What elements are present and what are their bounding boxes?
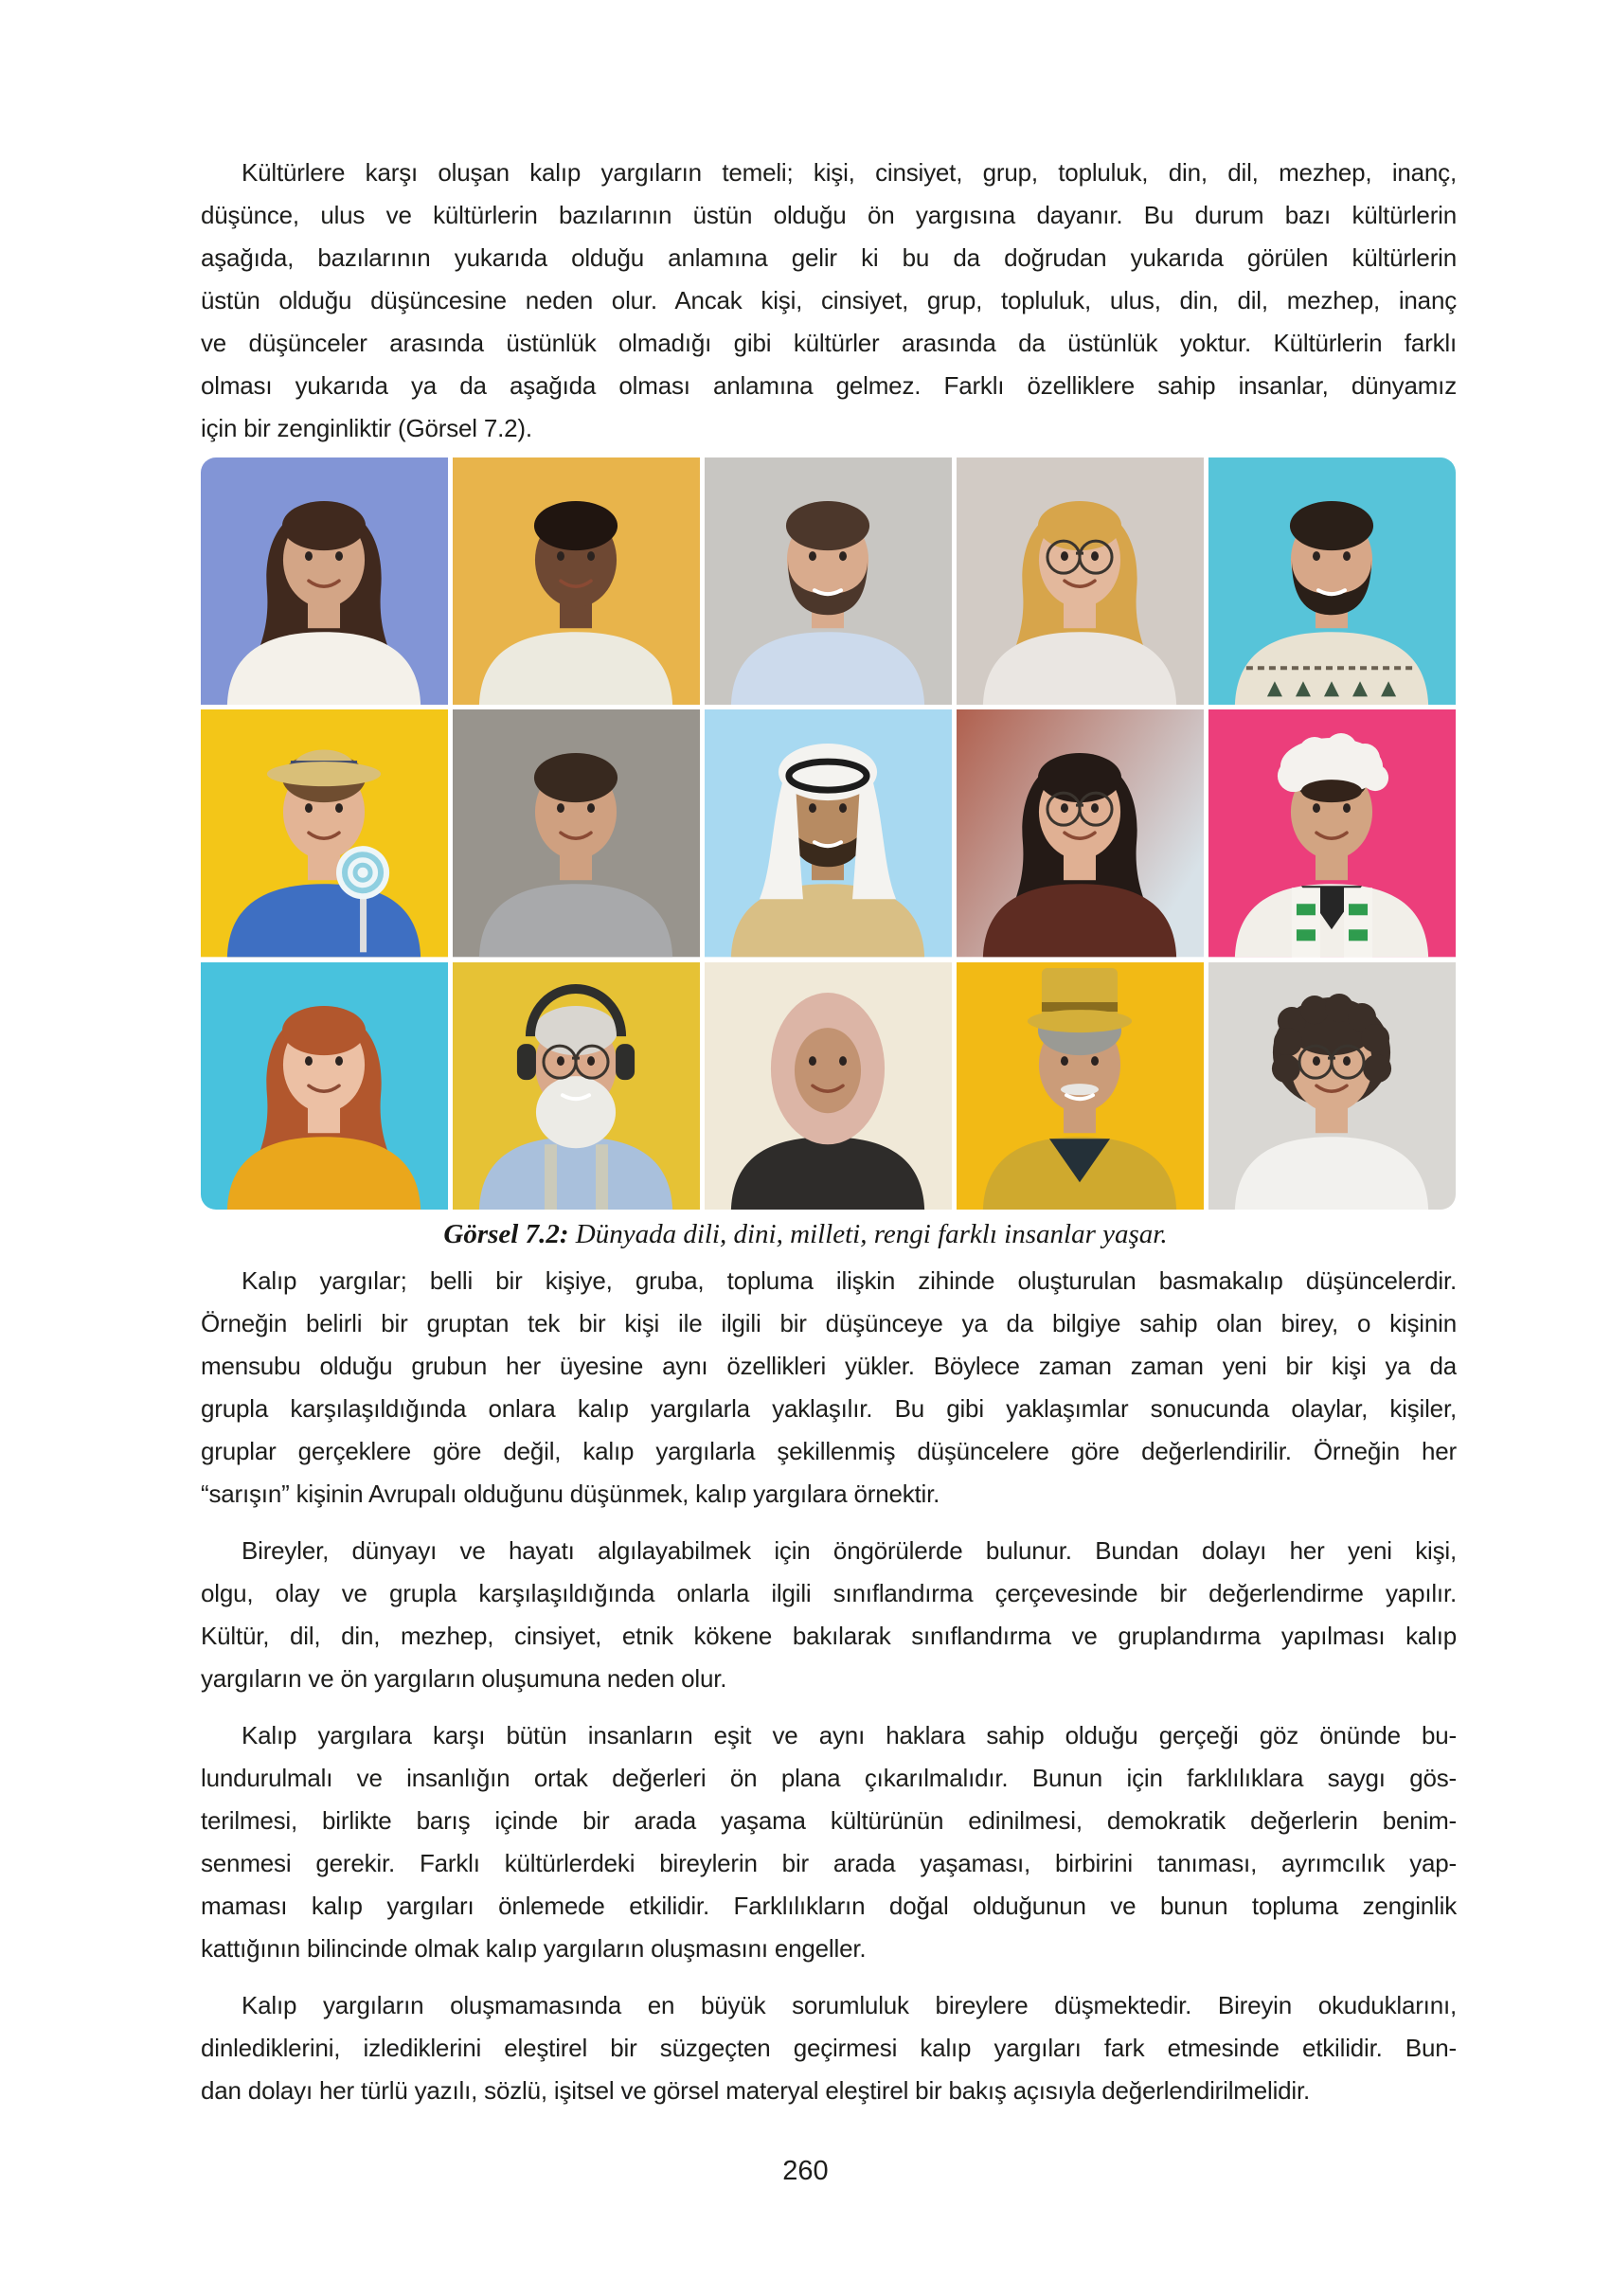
figure-caption-text: Dünyada dili, dini, milleti, rengi farklı insanlar yaşar. [568,1219,1168,1249]
portrait-illustration [453,962,700,1210]
text-line: için bir zenginliktir (Görsel 7.2). [201,414,532,442]
portrait-illustration [957,457,1204,705]
text-line: olması yukarıda ya da aşağıda olması anlamına gelmez. Farklı özelliklere sahip insanlar, dünyamız [201,371,1457,400]
photo-old-man-gold-top-hat [957,962,1204,1210]
figure-caption [0,1219,1611,1250]
portrait-illustration [1208,457,1456,705]
photo-bearded-man-blue-shirt [705,457,952,705]
text-line: aşağıda, bazılarının yukarıda olduğu anlamına gelir ki bu da doğrudan yukarıda görülen kültürlerin [201,243,1457,272]
photo-grid [201,457,1456,1210]
photo-asian-woman-glasses [957,709,1204,957]
text-line: grupla karşılaşıldığında onlara kalıp yargılarla yaklaşılır. Bu gibi yaklaşımlar sonucunda olaylar, kişiler, [201,1394,1457,1423]
photo-curly-hair-woman-glasses [1208,962,1456,1210]
text-line: “sarışın” kişinin Avrupalı olduğunu düşünmek, kalıp yargılara örnektir. [201,1480,940,1508]
portrait-illustration [201,962,448,1210]
text-line: üstün olduğu düşüncesine neden olur. Ancak kişi, cinsiyet, grup, topluluk, ulus, din, dil, mezhep, inanç [201,286,1457,314]
paragraph [201,1260,1457,1516]
text-line: Örneğin belirli bir gruptan tek bir kişi ile ilgili bir düşünceye ya da bilgiye sahip olan birey, o kişinin [201,1309,1457,1337]
portrait-illustration [1208,709,1456,957]
text-line: maması kalıp yargıları önlemede etkilidir. Farklılıkların doğal olduğunun ve bunun topluma zenginlik [201,1892,1457,1920]
text-line: olgu, olay ve grupla karşılaşıldığında onlarla ilgili sınıflandırma çerçevesinde bir değerlendirme yapılır. [201,1579,1457,1607]
text-line: senmesi gerekir. Farklı kültürlerdeki bireylerin bir arada yaşaması, birbirini tanıması, ayrımcılık yap- [201,1849,1457,1877]
photo-boy-white-turban-pink [1208,709,1456,957]
text-line: gruplar gerçeklere göre değil, kalıp yargılarla şekillenmiş düşüncelere göre değerlendirilir. Örneğin her [201,1437,1457,1465]
portrait-illustration [1208,962,1456,1210]
body-paragraphs [201,1260,1457,2126]
text-line: Kalıp yargılara karşı bütün insanların eşit ve aynı haklara sahip olduğu gerçeği göz önünde bu- [242,1721,1457,1749]
portrait-illustration [705,962,952,1210]
text-line: Bireyler, dünyayı ve hayatı algılayabilmek için öngörülerde bulunur. Bundan dolayı her yeni kişi, [242,1536,1457,1565]
text-line: lundurulmalı ve insanlığın ortak değerleri ön plana çıkarılmalıdır. Bunun için farklılıklara saygı gös- [201,1764,1457,1792]
text-line: düşünce, ulus ve kültürlerin bazılarının üstün olduğu ön yargısına dayanır. Bu durum bazı kültürlerin [201,201,1457,229]
portrait-illustration [201,457,448,705]
portrait-illustration [957,962,1204,1210]
photo-arab-man-ghutra [705,709,952,957]
photo-laughing-man-christmas-sweater [1208,457,1456,705]
photo-blonde-woman-glasses [957,457,1204,705]
portrait-illustration [453,457,700,705]
photo-old-man-headphones [453,962,700,1210]
text-line: Kültürlere karşı oluşan kalıp yargıların temeli; kişi, cinsiyet, grup, topluluk, din, dil, mezhep, inanç, [242,158,1457,187]
text-line: yargıların ve ön yargıların oluşumuna neden olur. [201,1664,727,1693]
portrait-illustration [705,457,952,705]
text-line: dinlediklerini, izlediklerini eleştirel bir süzgeçten geçirmesi kalıp yargıları fark etmesinde etkilidir. Bun- [201,2034,1457,2062]
figure-caption-label: Görsel 7.2: [443,1219,569,1249]
page-number: 260 [782,2156,829,2186]
portrait-illustration [201,709,448,957]
photo-woman-long-dark-hair-blue [201,457,448,705]
intro-paragraph [201,152,1457,450]
photo-redhead-woman-yellow-sweater [201,962,448,1210]
paragraph [201,1714,1457,1970]
text-line: kattığının bilincinde olmak kalıp yargıların oluşmasını engeller. [201,1934,867,1963]
paragraph [201,1530,1457,1700]
text-line: ve düşünceler arasında üstünlük olmadığı gibi kültürler arasında da üstünlük yoktur. Kültürlerin farklı [201,329,1457,357]
portrait-illustration [705,709,952,957]
portrait-illustration [957,709,1204,957]
photo-boy-straw-hat-lollipop [201,709,448,957]
photo-woman-pink-hijab [705,962,952,1210]
text-line: terilmesi, birlikte barış içinde bir arada yaşama kültürünün edinilmesi, demokratik değerlerin benim- [201,1806,1457,1835]
text-line: mensubu olduğu grubun her üyesine aynı özellikleri yükler. Böylece zaman zaman yeni bir kişi ya da [201,1352,1457,1380]
text-line: Kültür, dil, din, mezhep, cinsiyet, etnik kökene bakılarak sınıflandırma ve gruplandırma yapılması kalıp [201,1622,1457,1650]
text-line: Kalıp yargılar; belli bir kişiye, gruba, topluma ilişkin zihinde oluşturulan basmakalıp düşüncelerdir. [242,1266,1457,1295]
text-line: Kalıp yargıların oluşmamasında en büyük sorumluluk bireylere düşmektedir. Bireyin okuduklarını, [242,1991,1457,2019]
text-line: dan dolayı her türlü yazılı, sözlü, işitsel ve görsel materyal eleştirel bir bakış açısıyla değerlendirilmelidir. [201,2076,1311,2105]
paragraph [201,1984,1457,2112]
photo-young-man-yellow [453,457,700,705]
photo-young-woman-gray [453,709,700,957]
portrait-illustration [453,709,700,957]
